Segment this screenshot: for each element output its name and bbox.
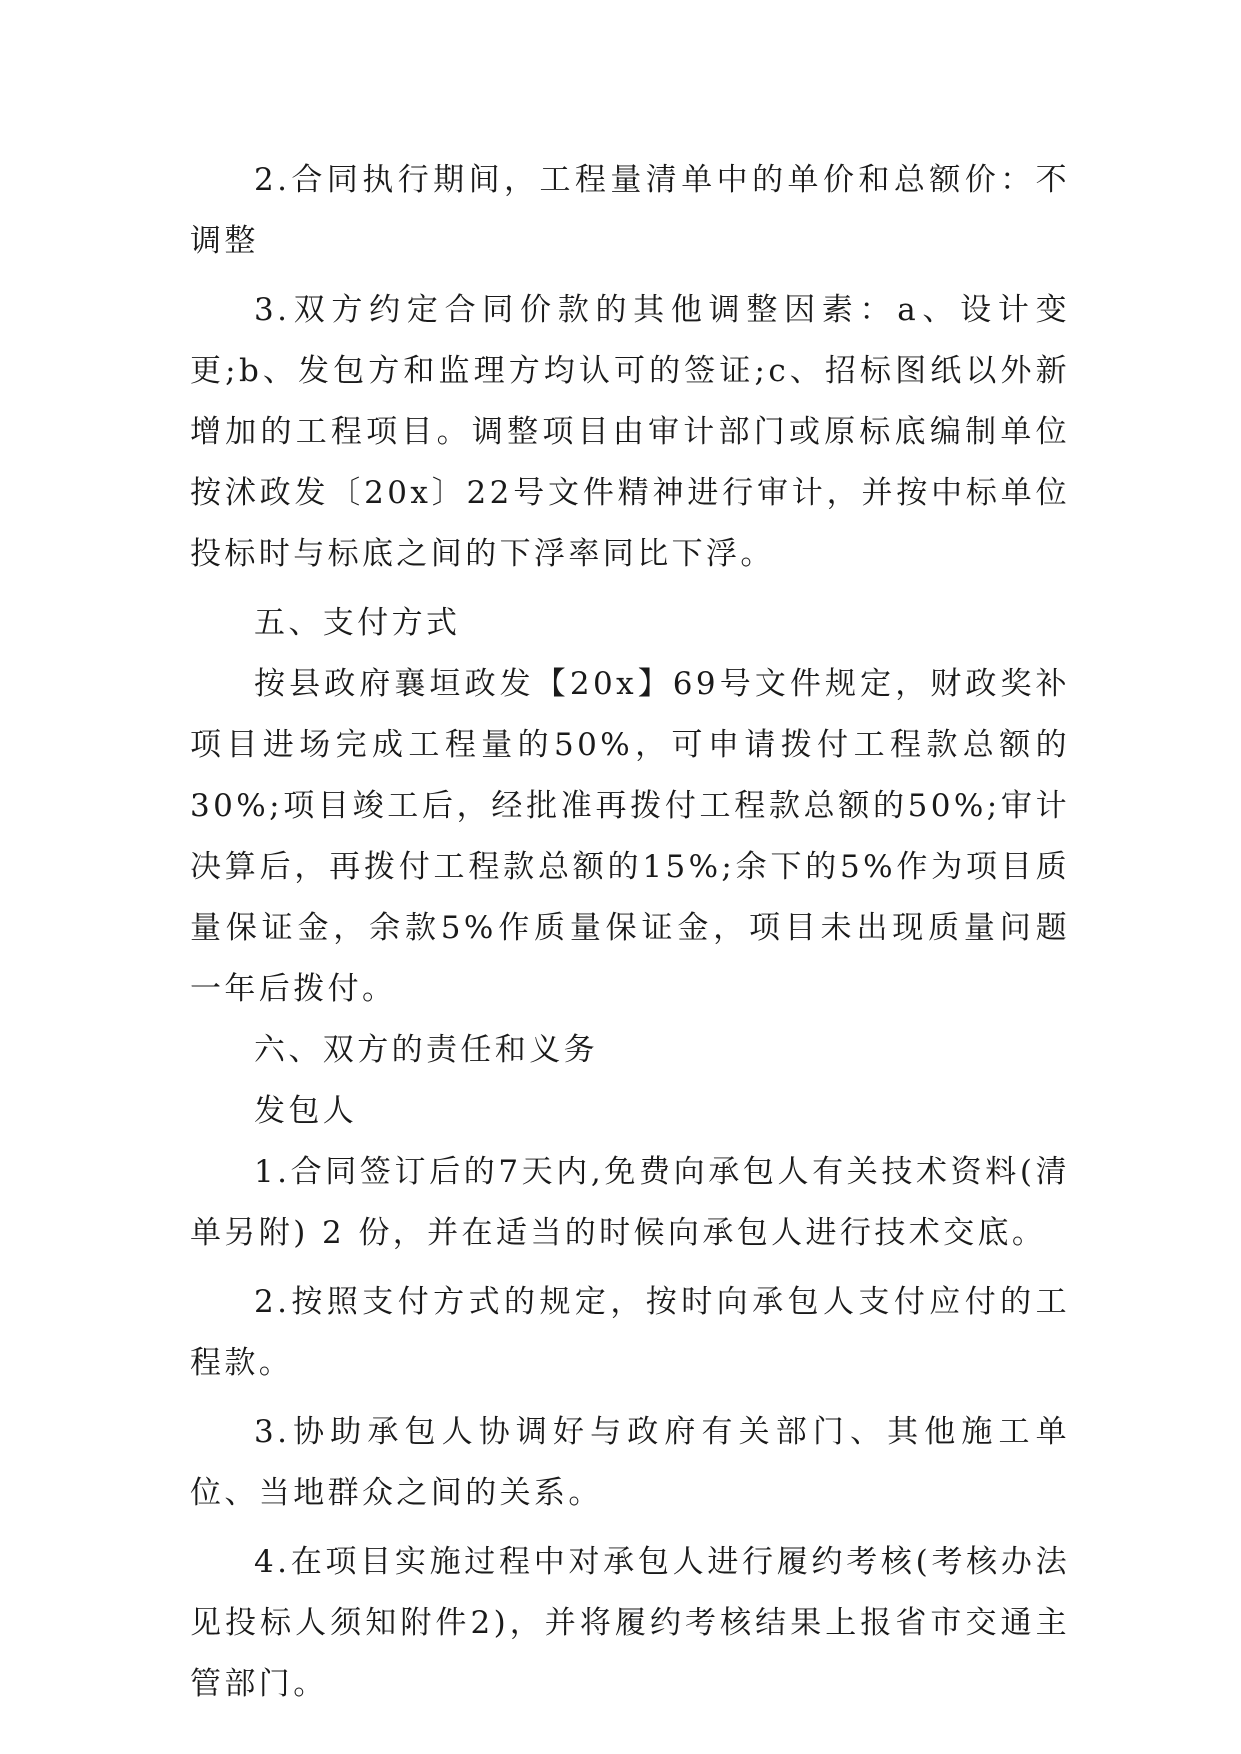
paragraph-employer-duty-1: 1.合同签订后的7天内,免费向承包人有关技术资料(清单另附) 2 份，并在适当的时候向承包人进行技术交底。 (190, 1154, 1070, 1251)
paragraph-payment-terms: 按县政府襄垣政发【20x】69号文件规定，财政奖补项目进场完成工程量的50%，可申请拨付工程款总额的30%;项目竣工后，经批准再拨付工程款总额的50%;审计决算后，再拨付工程款总额的15%;余下的5%作为项目质量保证金，余款5%作质量保证金，项目未出现质量问题一年后拨付。 (190, 666, 1070, 1007)
paragraph-price-not-adjusted: 2.合同执行期间，工程量清单中的单价和总额价：不调整 (190, 162, 1070, 259)
section-heading-responsibilities: 六、双方的责任和义务 (254, 1032, 598, 1068)
paragraph-price-adjustment-factors: 3.双方约定合同价款的其他调整因素：a、设计变更;b、发包方和监理方均认可的签证;c、招标图纸以外新增加的工程项目。调整项目由审计部门或原标底编制单位按沭政发〔20x〕22号文件精神进行审计，并按中标单位投标时与标底之间的下浮率同比下浮。 (190, 292, 1070, 572)
paragraph-employer-duty-4: 4.在项目实施过程中对承包人进行履约考核(考核办法见投标人须知附件2)，并将履约考核结果上报省市交通主管部门。 (190, 1544, 1070, 1702)
subheading-employer: 发包人 (254, 1093, 358, 1129)
document-body (190, 150, 1070, 1715)
paragraph-employer-duty-3: 3.协助承包人协调好与政府有关部门、其他施工单位、当地群众之间的关系。 (190, 1414, 1070, 1511)
paragraph-employer-duty-2: 2.按照支付方式的规定，按时向承包人支付应付的工程款。 (190, 1284, 1070, 1381)
section-heading-payment-method: 五、支付方式 (254, 605, 461, 641)
